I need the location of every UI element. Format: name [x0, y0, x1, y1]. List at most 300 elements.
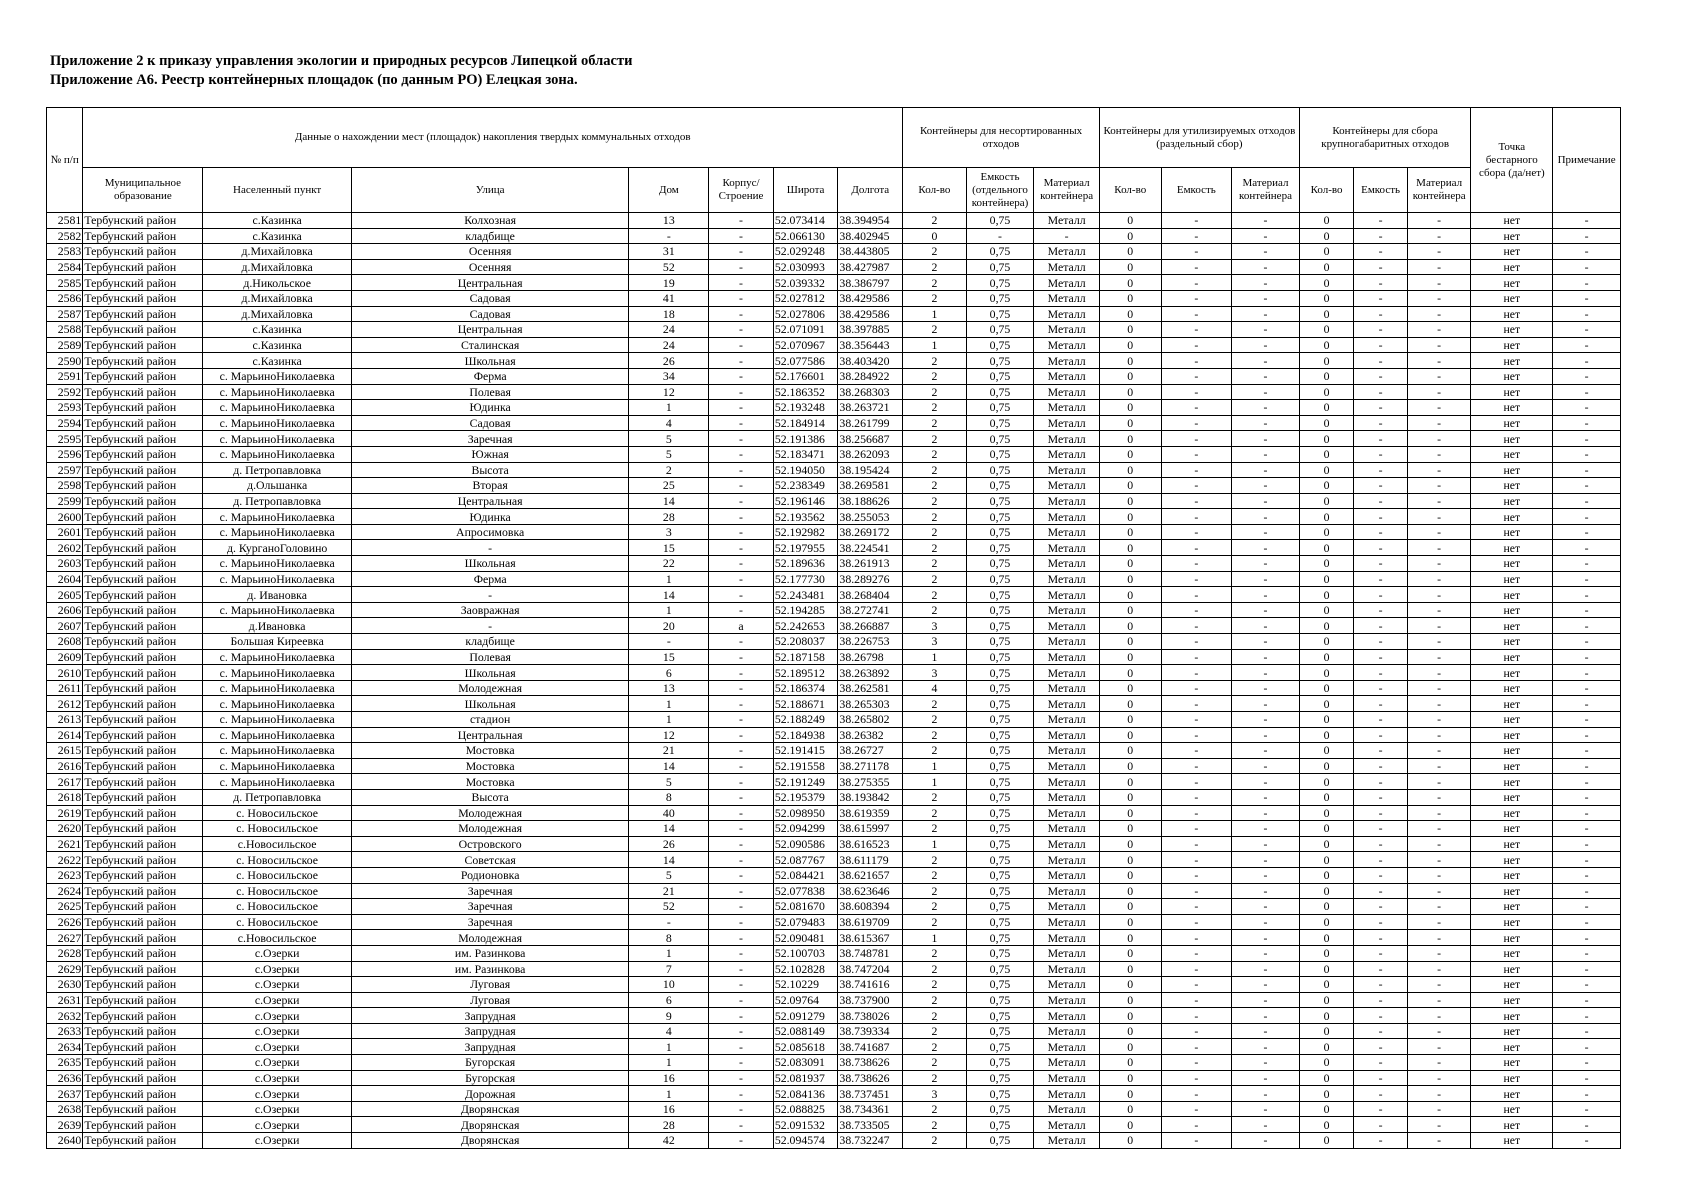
cell-building: -	[709, 805, 774, 821]
cell-bulky-material: -	[1407, 649, 1471, 665]
cell-separate-capacity: -	[1161, 883, 1232, 899]
cell-lat: 52.091532	[773, 1117, 838, 1133]
cell-unsorted-count: 4	[903, 680, 967, 696]
cell-separate-capacity: -	[1161, 509, 1232, 525]
cell-bulky-count: 0	[1299, 446, 1354, 462]
cell-lon: 38.621657	[838, 867, 903, 883]
cell-unsorted-count: 2	[903, 1008, 967, 1024]
cell-separate-count: 0	[1099, 228, 1161, 244]
cell-bulky-count: 0	[1299, 867, 1354, 883]
cell-unsorted-material: Металл	[1034, 431, 1100, 447]
cell-lon: 38.193842	[838, 789, 903, 805]
cell-municipality: Тербунский район	[83, 743, 203, 759]
cell-street: Заречная	[351, 431, 629, 447]
cell-separate-capacity: -	[1161, 774, 1232, 790]
cell-settlement: с.Казинка	[203, 353, 351, 369]
cell-note: -	[1553, 789, 1621, 805]
cell-settlement: с.Новосильское	[203, 836, 351, 852]
cell-note: -	[1553, 259, 1621, 275]
cell-bulky-count: 0	[1299, 618, 1354, 634]
cell-separate-material: -	[1232, 821, 1300, 837]
header-lon: Долгота	[838, 168, 903, 213]
cell-unsorted-count: 2	[903, 727, 967, 743]
cell-house: -	[629, 228, 709, 244]
cell-separate-capacity: -	[1161, 322, 1232, 338]
cell-lat: 52.238349	[773, 478, 838, 494]
cell-bulky-material: -	[1407, 322, 1471, 338]
cell-unsorted-material: Металл	[1034, 649, 1100, 665]
cell-building: -	[709, 899, 774, 915]
cell-unsorted-count: 2	[903, 244, 967, 260]
cell-bulky-capacity: -	[1354, 821, 1408, 837]
cell-separate-count: 0	[1099, 712, 1161, 728]
cell-building: -	[709, 587, 774, 603]
cell-building: -	[709, 852, 774, 868]
cell-note: -	[1553, 213, 1621, 229]
cell-num: 2624	[47, 883, 83, 899]
cell-note: -	[1553, 649, 1621, 665]
cell-lat: 52.243481	[773, 587, 838, 603]
cell-street: Заречная	[351, 914, 629, 930]
cell-bulky-capacity: -	[1354, 602, 1408, 618]
table-row	[47, 384, 1621, 400]
cell-separate-count: 0	[1099, 914, 1161, 930]
cell-unsorted-count: 1	[903, 649, 967, 665]
cell-unsorted-capacity: 0,75	[966, 1133, 1034, 1149]
cell-municipality: Тербунский район	[83, 930, 203, 946]
cell-num: 2608	[47, 634, 83, 650]
cell-building: -	[709, 1101, 774, 1117]
cell-lon: 38.262093	[838, 446, 903, 462]
cell-lon: 38.386797	[838, 275, 903, 291]
cell-bulky-capacity: -	[1354, 727, 1408, 743]
cell-unsorted-capacity: 0,75	[966, 462, 1034, 478]
cell-note: -	[1553, 337, 1621, 353]
cell-bulky-capacity: -	[1354, 1117, 1408, 1133]
cell-house: 5	[629, 774, 709, 790]
cell-house: 24	[629, 337, 709, 353]
cell-house: 4	[629, 415, 709, 431]
cell-unsorted-material: Металл	[1034, 696, 1100, 712]
cell-house: 52	[629, 899, 709, 915]
cell-lon: 38.26382	[838, 727, 903, 743]
cell-unsorted-capacity: 0,75	[966, 290, 1034, 306]
cell-note: -	[1553, 1101, 1621, 1117]
cell-municipality: Тербунский район	[83, 665, 203, 681]
cell-street: Луговая	[351, 977, 629, 993]
cell-house: 16	[629, 1101, 709, 1117]
cell-note: -	[1553, 275, 1621, 291]
table-row	[47, 696, 1621, 712]
cell-separate-count: 0	[1099, 852, 1161, 868]
cell-separate-count: 0	[1099, 618, 1161, 634]
cell-settlement: с. МарьиноНиколаевка	[203, 415, 351, 431]
cell-lat: 52.192982	[773, 524, 838, 540]
cell-building: -	[709, 446, 774, 462]
cell-unsorted-material: Металл	[1034, 556, 1100, 572]
cell-bulky-material: -	[1407, 836, 1471, 852]
cell-lat: 52.087767	[773, 852, 838, 868]
cell-separate-count: 0	[1099, 213, 1161, 229]
table-row	[47, 493, 1621, 509]
cell-note: -	[1553, 509, 1621, 525]
cell-settlement: с. МарьиноНиколаевка	[203, 431, 351, 447]
cell-bulky-capacity: -	[1354, 743, 1408, 759]
cell-point: нет	[1471, 1070, 1553, 1086]
table-row	[47, 587, 1621, 603]
cell-house: 1	[629, 571, 709, 587]
cell-bulky-capacity: -	[1354, 805, 1408, 821]
cell-house: 40	[629, 805, 709, 821]
cell-house: 16	[629, 1070, 709, 1086]
cell-bulky-material: -	[1407, 290, 1471, 306]
cell-unsorted-count: 2	[903, 743, 967, 759]
cell-municipality: Тербунский район	[83, 867, 203, 883]
cell-bulky-material: -	[1407, 665, 1471, 681]
cell-settlement: д. КурганоГоловино	[203, 540, 351, 556]
cell-unsorted-capacity: 0,75	[966, 696, 1034, 712]
cell-separate-material: -	[1232, 883, 1300, 899]
table-row	[47, 1008, 1621, 1024]
cell-bulky-capacity: -	[1354, 1039, 1408, 1055]
cell-municipality: Тербунский район	[83, 961, 203, 977]
cell-lat: 52.083091	[773, 1055, 838, 1071]
table-row	[47, 743, 1621, 759]
cell-point: нет	[1471, 680, 1553, 696]
cell-street: Бугорская	[351, 1055, 629, 1071]
cell-unsorted-count: 2	[903, 400, 967, 416]
cell-bulky-count: 0	[1299, 384, 1354, 400]
cell-point: нет	[1471, 446, 1553, 462]
cell-unsorted-count: 2	[903, 602, 967, 618]
cell-bulky-count: 0	[1299, 1039, 1354, 1055]
cell-point: нет	[1471, 337, 1553, 353]
cell-unsorted-material: Металл	[1034, 602, 1100, 618]
cell-bulky-count: 0	[1299, 306, 1354, 322]
table-row	[47, 228, 1621, 244]
cell-separate-material: -	[1232, 1023, 1300, 1039]
table-row	[47, 992, 1621, 1008]
cell-separate-count: 0	[1099, 696, 1161, 712]
cell-settlement: с. МарьиноНиколаевка	[203, 524, 351, 540]
cell-lon: 38.226753	[838, 634, 903, 650]
cell-municipality: Тербунский район	[83, 1055, 203, 1071]
cell-street: Центральная	[351, 275, 629, 291]
cell-bulky-material: -	[1407, 1117, 1471, 1133]
cell-note: -	[1553, 634, 1621, 650]
cell-separate-count: 0	[1099, 821, 1161, 837]
cell-unsorted-material: Металл	[1034, 945, 1100, 961]
cell-unsorted-material: Металл	[1034, 1101, 1100, 1117]
cell-unsorted-material: Металл	[1034, 1023, 1100, 1039]
table-row	[47, 446, 1621, 462]
cell-street: Заречная	[351, 899, 629, 915]
cell-lon: 38.266887	[838, 618, 903, 634]
cell-street: Садовая	[351, 306, 629, 322]
cell-separate-capacity: -	[1161, 992, 1232, 1008]
cell-point: нет	[1471, 213, 1553, 229]
cell-settlement: с.Озерки	[203, 1008, 351, 1024]
cell-building: -	[709, 727, 774, 743]
cell-street: Луговая	[351, 992, 629, 1008]
cell-bulky-material: -	[1407, 353, 1471, 369]
cell-point: нет	[1471, 634, 1553, 650]
cell-lat: 52.194050	[773, 462, 838, 478]
cell-separate-material: -	[1232, 306, 1300, 322]
cell-separate-capacity: -	[1161, 945, 1232, 961]
cell-separate-capacity: -	[1161, 602, 1232, 618]
cell-unsorted-material: Металл	[1034, 774, 1100, 790]
cell-point: нет	[1471, 743, 1553, 759]
cell-bulky-material: -	[1407, 930, 1471, 946]
table-row	[47, 478, 1621, 494]
cell-bulky-count: 0	[1299, 400, 1354, 416]
cell-municipality: Тербунский район	[83, 587, 203, 603]
cell-street: Мостовка	[351, 774, 629, 790]
cell-lon: 38.265802	[838, 712, 903, 728]
cell-lon: 38.611179	[838, 852, 903, 868]
cell-settlement: с.Казинка	[203, 337, 351, 353]
cell-house: 12	[629, 384, 709, 400]
cell-unsorted-material: Металл	[1034, 478, 1100, 494]
cell-bulky-count: 0	[1299, 587, 1354, 603]
cell-separate-count: 0	[1099, 556, 1161, 572]
cell-separate-material: -	[1232, 774, 1300, 790]
header-unsorted-group: Контейнеры для несортированных отходов	[903, 108, 1100, 168]
cell-lon: 38.741616	[838, 977, 903, 993]
cell-municipality: Тербунский район	[83, 524, 203, 540]
table-row	[47, 1117, 1621, 1133]
cell-unsorted-capacity: 0,75	[966, 602, 1034, 618]
table-row	[47, 899, 1621, 915]
cell-lon: 38.356443	[838, 337, 903, 353]
cell-point: нет	[1471, 930, 1553, 946]
cell-separate-capacity: -	[1161, 961, 1232, 977]
cell-unsorted-material: Металл	[1034, 805, 1100, 821]
table-row	[47, 883, 1621, 899]
cell-lat: 52.191249	[773, 774, 838, 790]
cell-lon: 38.429586	[838, 290, 903, 306]
cell-street: Островского	[351, 836, 629, 852]
cell-unsorted-material: Металл	[1034, 1008, 1100, 1024]
cell-separate-count: 0	[1099, 1039, 1161, 1055]
cell-bulky-count: 0	[1299, 431, 1354, 447]
cell-bulky-capacity: -	[1354, 680, 1408, 696]
cell-separate-capacity: -	[1161, 493, 1232, 509]
cell-municipality: Тербунский район	[83, 275, 203, 291]
cell-separate-material: -	[1232, 789, 1300, 805]
cell-street: Дворянская	[351, 1101, 629, 1117]
cell-unsorted-count: 1	[903, 337, 967, 353]
cell-unsorted-count: 1	[903, 774, 967, 790]
cell-lat: 52.094574	[773, 1133, 838, 1149]
cell-separate-material: -	[1232, 758, 1300, 774]
table-row	[47, 540, 1621, 556]
cell-bulky-material: -	[1407, 1101, 1471, 1117]
cell-bulky-count: 0	[1299, 478, 1354, 494]
cell-house: -	[629, 634, 709, 650]
cell-note: -	[1553, 244, 1621, 260]
cell-separate-capacity: -	[1161, 213, 1232, 229]
cell-num: 2630	[47, 977, 83, 993]
cell-unsorted-material: Металл	[1034, 540, 1100, 556]
cell-separate-capacity: -	[1161, 400, 1232, 416]
cell-street: Осенняя	[351, 259, 629, 275]
cell-bulky-material: -	[1407, 821, 1471, 837]
cell-street: Советская	[351, 852, 629, 868]
cell-separate-capacity: -	[1161, 462, 1232, 478]
cell-house: 25	[629, 478, 709, 494]
cell-note: -	[1553, 930, 1621, 946]
cell-separate-material: -	[1232, 556, 1300, 572]
cell-settlement: с. МарьиноНиколаевка	[203, 602, 351, 618]
cell-street: Молодежная	[351, 680, 629, 696]
cell-separate-capacity: -	[1161, 244, 1232, 260]
cell-separate-count: 0	[1099, 992, 1161, 1008]
cell-separate-material: -	[1232, 384, 1300, 400]
cell-street: Молодежная	[351, 805, 629, 821]
cell-house: 5	[629, 431, 709, 447]
cell-unsorted-count: 2	[903, 867, 967, 883]
cell-separate-capacity: -	[1161, 743, 1232, 759]
cell-unsorted-material: Металл	[1034, 712, 1100, 728]
cell-separate-material: -	[1232, 228, 1300, 244]
header-bulky-capacity: Емкость	[1354, 168, 1408, 213]
cell-separate-material: -	[1232, 1039, 1300, 1055]
cell-separate-count: 0	[1099, 1117, 1161, 1133]
cell-lat: 52.098950	[773, 805, 838, 821]
cell-bulky-capacity: -	[1354, 290, 1408, 306]
header-point: Точка бестарного сбора (да/нет)	[1471, 108, 1553, 213]
cell-separate-material: -	[1232, 1070, 1300, 1086]
cell-street: Запрудная	[351, 1008, 629, 1024]
cell-building: -	[709, 712, 774, 728]
cell-separate-capacity: -	[1161, 618, 1232, 634]
cell-lon: 38.619359	[838, 805, 903, 821]
cell-note: -	[1553, 384, 1621, 400]
cell-note: -	[1553, 712, 1621, 728]
cell-point: нет	[1471, 602, 1553, 618]
cell-bulky-capacity: -	[1354, 899, 1408, 915]
table-body	[47, 213, 1621, 1149]
cell-lat: 52.191386	[773, 431, 838, 447]
cell-separate-capacity: -	[1161, 1117, 1232, 1133]
cell-building: -	[709, 259, 774, 275]
cell-lon: 38.402945	[838, 228, 903, 244]
cell-separate-material: -	[1232, 446, 1300, 462]
cell-separate-material: -	[1232, 914, 1300, 930]
cell-note: -	[1553, 727, 1621, 743]
cell-point: нет	[1471, 431, 1553, 447]
cell-settlement: с.Озерки	[203, 992, 351, 1008]
cell-separate-capacity: -	[1161, 337, 1232, 353]
cell-settlement: с. МарьиноНиколаевка	[203, 680, 351, 696]
cell-municipality: Тербунский район	[83, 384, 203, 400]
cell-bulky-material: -	[1407, 571, 1471, 587]
cell-lon: 38.615997	[838, 821, 903, 837]
cell-point: нет	[1471, 914, 1553, 930]
table-row	[47, 680, 1621, 696]
cell-unsorted-material: Металл	[1034, 509, 1100, 525]
cell-point: нет	[1471, 712, 1553, 728]
cell-bulky-count: 0	[1299, 1086, 1354, 1102]
cell-bulky-capacity: -	[1354, 509, 1408, 525]
cell-point: нет	[1471, 1055, 1553, 1071]
cell-unsorted-material: Металл	[1034, 1133, 1100, 1149]
cell-unsorted-count: 2	[903, 540, 967, 556]
cell-lon: 38.275355	[838, 774, 903, 790]
cell-unsorted-material: Металл	[1034, 244, 1100, 260]
cell-bulky-material: -	[1407, 634, 1471, 650]
header-separate-material: Материал контейнера	[1232, 168, 1300, 213]
cell-separate-capacity: -	[1161, 1008, 1232, 1024]
cell-municipality: Тербунский район	[83, 805, 203, 821]
cell-unsorted-count: 2	[903, 290, 967, 306]
cell-street: -	[351, 540, 629, 556]
cell-house: 31	[629, 244, 709, 260]
cell-bulky-material: -	[1407, 1086, 1471, 1102]
cell-lon: 38.734361	[838, 1101, 903, 1117]
cell-bulky-material: -	[1407, 400, 1471, 416]
cell-separate-capacity: -	[1161, 384, 1232, 400]
cell-building: -	[709, 540, 774, 556]
cell-note: -	[1553, 228, 1621, 244]
cell-unsorted-capacity: 0,75	[966, 509, 1034, 525]
cell-building: -	[709, 571, 774, 587]
cell-municipality: Тербунский район	[83, 852, 203, 868]
table-row	[47, 665, 1621, 681]
cell-bulky-count: 0	[1299, 961, 1354, 977]
cell-separate-count: 0	[1099, 1070, 1161, 1086]
cell-street: Центральная	[351, 322, 629, 338]
table-row	[47, 571, 1621, 587]
cell-house: 24	[629, 322, 709, 338]
cell-separate-material: -	[1232, 290, 1300, 306]
cell-bulky-capacity: -	[1354, 789, 1408, 805]
cell-unsorted-count: 2	[903, 556, 967, 572]
cell-bulky-capacity: -	[1354, 259, 1408, 275]
cell-separate-capacity: -	[1161, 758, 1232, 774]
cell-separate-material: -	[1232, 337, 1300, 353]
cell-separate-count: 0	[1099, 478, 1161, 494]
cell-house: 1	[629, 945, 709, 961]
cell-unsorted-count: 2	[903, 524, 967, 540]
cell-bulky-material: -	[1407, 867, 1471, 883]
table-row	[47, 618, 1621, 634]
cell-lat: 52.091279	[773, 1008, 838, 1024]
cell-bulky-count: 0	[1299, 1008, 1354, 1024]
cell-note: -	[1553, 587, 1621, 603]
cell-num: 2620	[47, 821, 83, 837]
cell-separate-material: -	[1232, 992, 1300, 1008]
cell-house: 1	[629, 1055, 709, 1071]
cell-bulky-capacity: -	[1354, 961, 1408, 977]
cell-unsorted-capacity: 0,75	[966, 368, 1034, 384]
cell-point: нет	[1471, 696, 1553, 712]
cell-bulky-material: -	[1407, 992, 1471, 1008]
cell-settlement: с. МарьиноНиколаевка	[203, 400, 351, 416]
cell-unsorted-capacity: 0,75	[966, 524, 1034, 540]
cell-lat: 52.100703	[773, 945, 838, 961]
cell-municipality: Тербунский район	[83, 680, 203, 696]
cell-lat: 52.184938	[773, 727, 838, 743]
cell-building: -	[709, 275, 774, 291]
cell-separate-capacity: -	[1161, 789, 1232, 805]
cell-separate-count: 0	[1099, 945, 1161, 961]
cell-separate-count: 0	[1099, 774, 1161, 790]
cell-separate-material: -	[1232, 400, 1300, 416]
cell-separate-capacity: -	[1161, 649, 1232, 665]
